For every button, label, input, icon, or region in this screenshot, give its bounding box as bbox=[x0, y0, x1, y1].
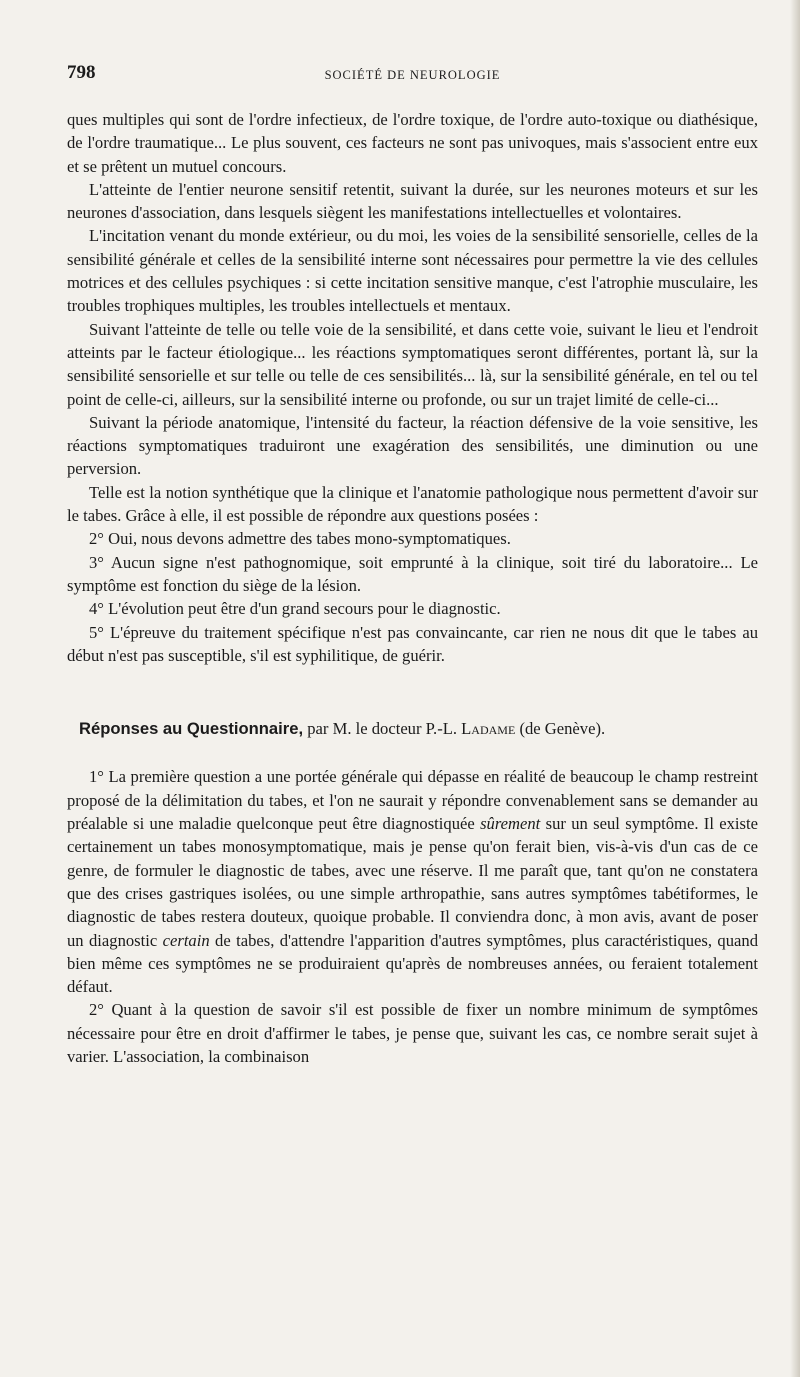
page-edge-shadow bbox=[790, 0, 800, 1377]
paragraph: Suivant l'atteinte de telle ou telle voie de la sensibilité, et dans cette voie, suivant le lieu et l'endroit atteints par le facteur étiologique... les réactions symptomatiques seront différentes, portant là, sur la sensibilité sensorielle et sur telle ou telle de ces sensibilités... là, sur la sensibilité générale, en tel ou tel point de celle-ci, ailleurs, sur la sensibilité interne ou profonde, ou sur un trajet limité de celle-ci... bbox=[67, 319, 758, 409]
answer-4: 4° L'évolution peut être d'un grand secours pour le diagnostic. bbox=[89, 599, 501, 619]
response-2: 2° Quant à la question de savoir s'il est possible de fixer un nombre minimum de symptômes nécessaire pour être en droit d'affirmer le tabes, je pense que, suivant les cas, ce nombre serait sujet à varier. L'association, la combinaison bbox=[67, 1000, 758, 1066]
section-title-prefix: par M. le docteur P.-L. bbox=[307, 719, 457, 739]
answer-2: 2° Oui, nous devons admettre des tabes mono-symptomatiques. bbox=[89, 529, 511, 549]
author-origin: (de Genève). bbox=[519, 719, 606, 739]
article-body bbox=[67, 108, 758, 1068]
page-header bbox=[67, 62, 758, 88]
paragraph: L'atteinte de l'entier neurone sensitif retentit, suivant la durée, sur les neurones moteurs et sur les neurones d'association, dans lesquels siègent les manifestations intellectuelles et volontaires. bbox=[67, 179, 758, 223]
author-name: Ladame bbox=[461, 719, 516, 739]
paragraph: ques multiples qui sont de l'ordre infectieux, de l'ordre toxique, de l'ordre auto-toxique ou diathésique, de l'ordre traumatique... Le plus souvent, ces facteurs ne sont pas univoques, mais s'associent entre eux et se prêtent un mutuel concours. bbox=[67, 110, 758, 176]
paragraph: Telle est la notion synthétique que la clinique et l'anatomie pathologique nous permettent d'avoir sur le tabes. Grâce à elle, il est possible de répondre aux questions posées : bbox=[67, 482, 758, 526]
answer-3: 3° Aucun signe n'est pathognomique, soit emprunté à la clinique, soit tiré du laboratoire... Le symptôme est fonction du siège de la lésion. bbox=[67, 552, 758, 595]
paragraph: L'incitation venant du monde extérieur, ou du moi, les voies de la sensibilité sensorielle, celles de la sensibilité générale et celles de la sensibilité interne sont nécessaires pour permettre la vie des cellules motrices et des cellules psychiques : si cette incitation sensitive manque, c'est l'atrophie musculaire, les troubles trophiques multiples, les troubles intellectuels et mentaux. bbox=[67, 226, 758, 316]
emphasis-certain: certain bbox=[162, 930, 210, 950]
section-title-bold: Réponses au Questionnaire, bbox=[79, 719, 304, 739]
page-number: 798 bbox=[67, 62, 96, 83]
response-1-text-c: de tabes, d'attendre l'apparition d'autres symptômes, plus caractéristiques, quand bien même ces symptômes ne se produiraient qu'après de nombreuses années, ou feraient totalement défaut. bbox=[67, 930, 758, 997]
emphasis-surement: sûrement bbox=[480, 814, 541, 834]
answer-5: 5° L'épreuve du traitement spécifique n'est pas convaincante, car rien ne nous dit que le tabes au début n'est pas susceptible, s'il est syphilitique, de guérir. bbox=[67, 622, 758, 665]
paragraph: Suivant la période anatomique, l'intensité du facteur, la réaction défensive de la voie sensitive, les réactions symptomatiques traduiront une exagération des sensibilités, une diminution ou une perversion. bbox=[67, 412, 758, 479]
response-1 bbox=[67, 765, 758, 998]
response-1-text-b: sur un seul symptôme. Il existe certainement un tabes monosymptomatique, mais je pense qu'on ferait bien, vis-à-vis d'un cas de ce genre, de formuler le diagnostic de tabes, avec une réserve. Il me paraît que, tant qu'on ne constatera que des crises gastriques isolées, ou une simple arthropathie, sans autres symptômes tabétiformes, le diagnostic de tabes restera douteux, quoique probable. Il conviendra donc, à mon avis, avant de poser un diagnostic bbox=[67, 814, 758, 950]
section-heading bbox=[67, 717, 758, 740]
response-1-text-a: 1° La première question a une portée générale qui dépasse en réalité de beaucoup le champ restreint proposé de la délimitation du tabes, et l'on ne saurait y répondre convenablement sans se demander au préalable si une maladie quelconque peut être diagnostiquée bbox=[67, 767, 758, 834]
running-head: SOCIÉTÉ DE NEUROLOGIE bbox=[324, 68, 501, 82]
